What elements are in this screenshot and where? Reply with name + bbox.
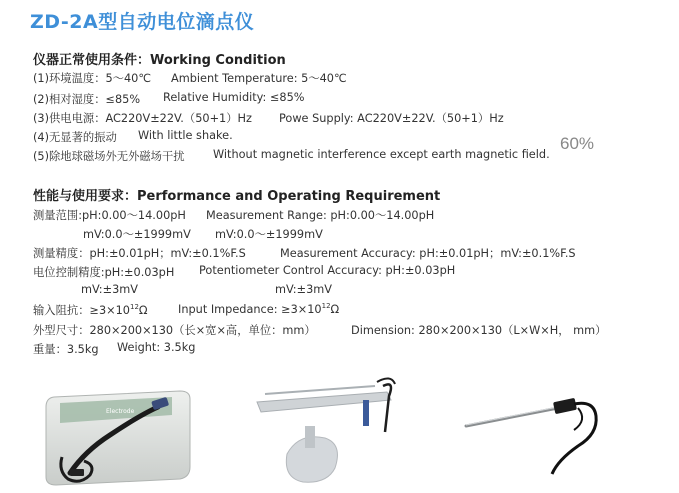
perf-range2-cn: mV:0.0～±1999mV [83,228,191,241]
working-line-3-en: Powe Supply: AC220V±22V.（50+1）Hz [279,112,504,125]
working-line-2 [33,91,305,107]
perf-range-line [33,207,435,223]
working-line-2-en: Relative Humidity: ≤85% [163,91,305,104]
performance-heading: 性能与使用要求：Performance and Operating Requirement [33,189,441,204]
perf-acc-line [33,245,576,261]
working-line-5-en: Without magnetic interference except earth magnetic field. [213,148,550,161]
perf-pot-line [33,264,456,280]
page-title: ZD-2A型自动电位滴点仪 [30,11,255,33]
perf-wt-cn: 重量：3.5kg [33,343,99,356]
imp-en-exp: 12 [321,302,331,310]
electrode-case-image [40,385,200,490]
imp-cn-base: 输入阻抗：≥3×10 [33,304,130,317]
perf-range-cn: 测量范围:pH:0.00～14.00pH [33,209,186,222]
imp-cn-exp: 12 [129,303,139,312]
imp-cn-unit: Ω [138,304,148,317]
working-line-3 [33,110,504,126]
electrode-stand-image [245,372,415,487]
perf-imp-en [178,302,339,316]
working-line-4 [33,129,233,145]
perf-pot-cn: 电位控制精度:pH:±0.03pH [33,266,175,279]
perf-acc-en: Measurement Accuracy: pH:±0.01pH；mV:±0.1%F.S [280,247,576,260]
zoom-level: 60% [560,134,595,153]
working-line-5-cn: (5)除地球磁场外无外磁场干扰 [33,150,185,163]
working-line-3-cn: (3)供电电源：AC220V±22V.（50+1）Hz [33,112,252,125]
imp-en-unit: Ω [330,302,340,316]
perf-acc-cn: 测量精度：pH:±0.01pH；mV:±0.1%F.S [33,247,246,260]
perf-range-en: Measurement Range: pH:0.00～14.00pH [206,209,435,222]
working-line-1 [33,70,347,86]
perf-pot-en: Potentiometer Control Accuracy: pH:±0.03pH [199,264,456,277]
working-line-4-cn: (4)无显著的振动 [33,131,117,144]
working-line-1-en: Ambient Temperature: 5～40℃ [171,72,347,85]
perf-dim-cn: 外型尺寸：280×200×130（长×宽×高，单位：mm） [33,324,316,337]
perf-dim-en: Dimension: 280×200×130（L×W×H， mm） [351,324,607,337]
working-line-2-cn: (2)相对湿度：≤85% [33,93,141,106]
working-line-5 [33,148,550,164]
imp-en-base: Input Impedance: ≥3×10 [178,302,322,316]
working-condition-heading: 仪器正常使用条件：Working Condition [33,53,286,68]
perf-pot2-en: mV:±3mV [275,283,333,296]
perf-range2-en: mV:0.0～±1999mV [215,228,323,241]
perf-wt-en: Weight: 3.5kg [117,341,196,354]
probe-electrode-image [460,390,610,485]
perf-dim-line [33,322,607,338]
case-brand-label: Electrode [106,408,135,415]
perf-pot2-cn: mV:±3mV [81,283,139,296]
working-line-1-cn: (1)环境温度：5～40℃ [33,72,152,85]
perf-wt-line [33,341,196,357]
working-line-4-en: With little shake. [138,129,233,142]
perf-imp-cn [33,304,148,317]
